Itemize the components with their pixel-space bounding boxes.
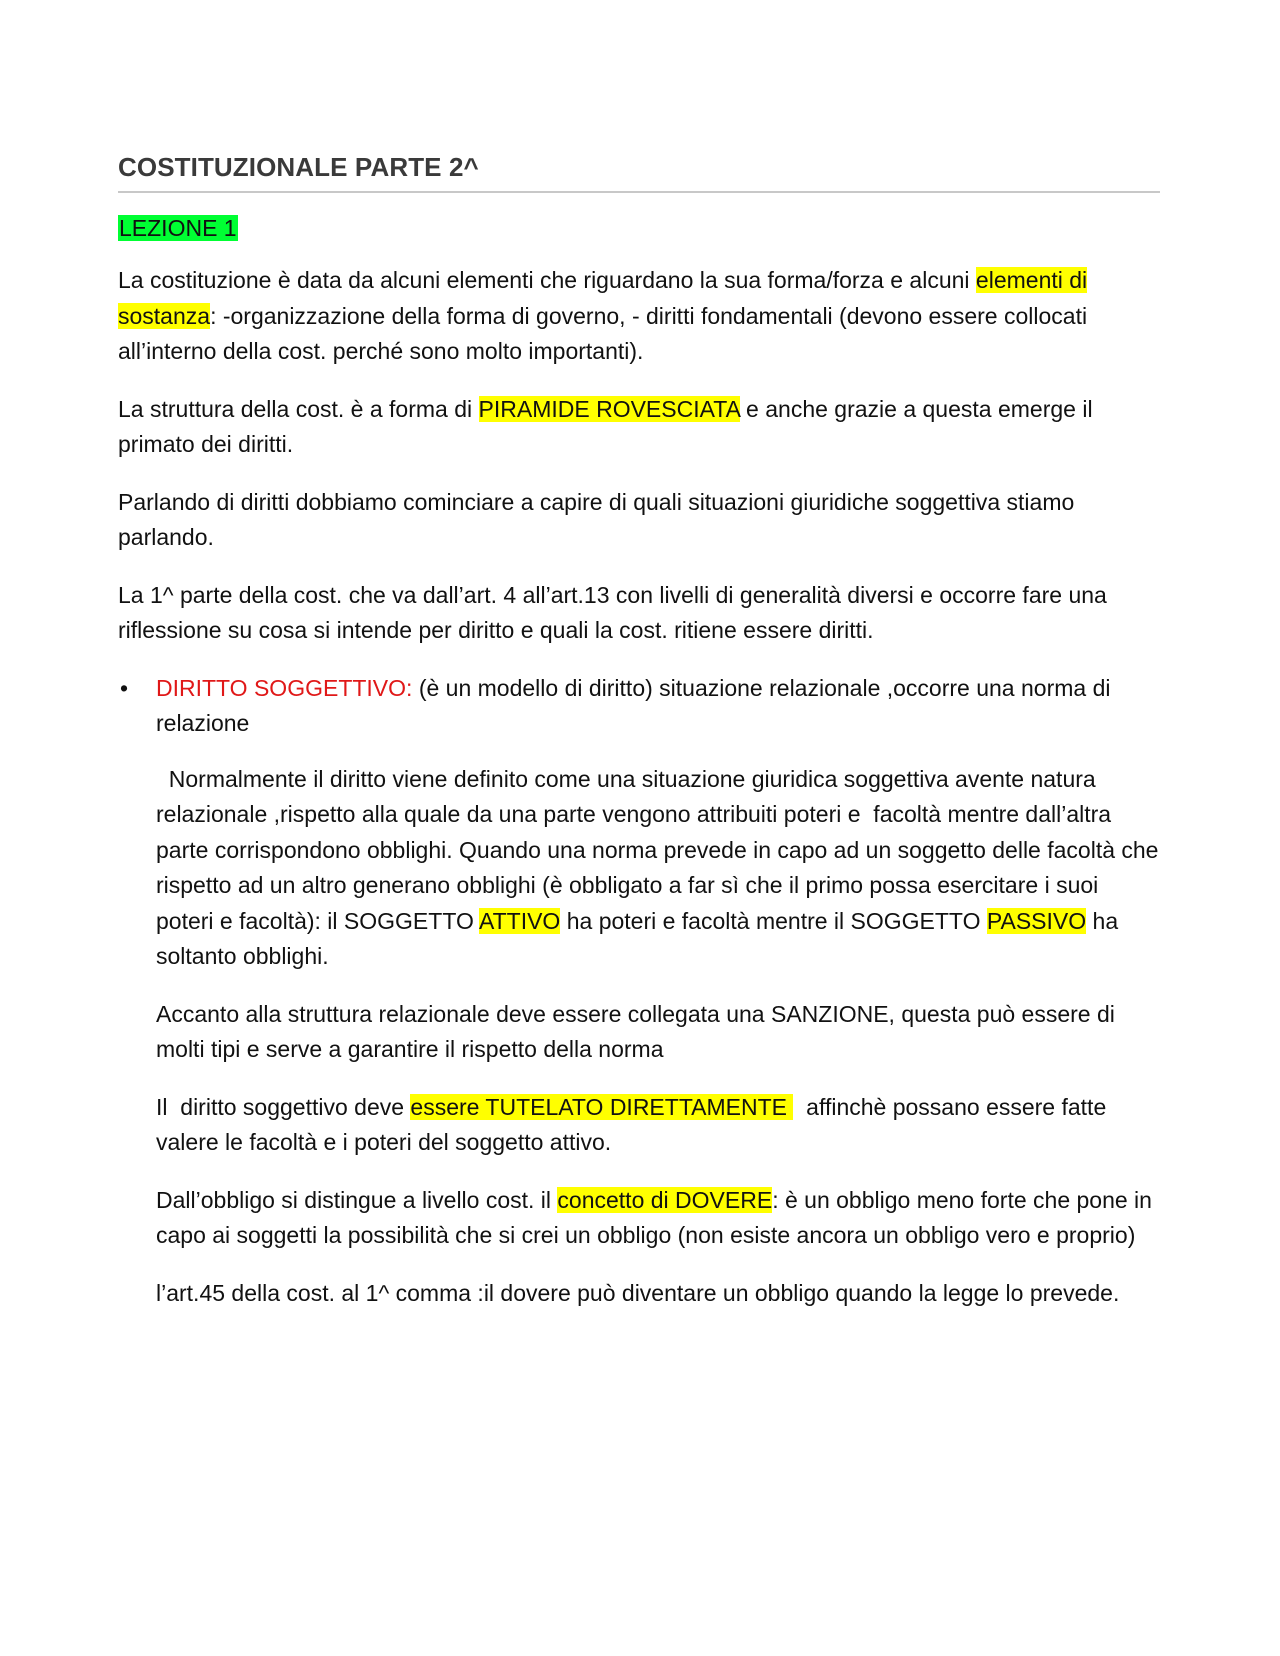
paragraph-text: Il diritto soggettivo deve — [156, 1093, 411, 1120]
paragraph-text: ha soltanto obblighi. — [156, 907, 1125, 969]
paragraph-text: La costituzione è data da alcuni elementi che riguardano la sua forma/forza e alcuni — [118, 267, 976, 293]
paragraph-dovere — [156, 1183, 1160, 1254]
highlight-piramide-rovesciata: PIRAMIDE ROVESCIATA — [478, 395, 740, 422]
paragraph-costituzione-elementi — [118, 263, 1160, 370]
highlight-passivo: PASSIVO — [986, 907, 1087, 934]
paragraph-art-45: l’art.45 della cost. al 1^ comma :il dovere può diventare un obbligo quando la legge lo prevede. — [156, 1279, 1120, 1306]
paragraph-prima-parte-cost: La 1^ parte della cost. che va dall’art. 4 all’art.13 con livelli di generalità diversi e occorre fare una riflessione su cosa si intende per diritto e quali la cost. ritiene essere diritti. — [118, 581, 1107, 643]
bullet-marker: • — [120, 674, 129, 701]
paragraph-text: Dall’obbligo si distingue a livello cost. il — [156, 1186, 558, 1213]
paragraph-tutela — [156, 1090, 1160, 1161]
paragraph-text: : -organizzazione della forma di governo, - diritti fondamentali (devono essere collocati all’interno della cost. perché sono molto importanti). — [118, 302, 1088, 364]
lesson-label: LEZIONE 1 — [119, 215, 237, 241]
highlight-concetto-di-dovere: concetto di DOVERE — [557, 1186, 773, 1213]
paragraph-text: affinchè possano essere fatte valere le facoltà e i poteri del soggetto attivo. — [156, 1093, 1113, 1155]
highlight-elementi-di-sostanza: elementi di sostanza — [118, 267, 1088, 329]
paragraph-text: ha poteri e facoltà mentre il SOGGETTO — [560, 907, 987, 934]
bullet-text — [156, 671, 1160, 742]
paragraph-struttura-piramide — [118, 392, 1160, 463]
paragraph-text: e anche grazie a questa emerge il primato dei diritti. — [118, 395, 1093, 457]
paragraph-text: : è un obbligo meno forte che pone in capo ai soggetti la possibilità che si crei un obbligo (non esiste ancora un obbligo vero e proprio) — [156, 1186, 1152, 1248]
paragraph-situazioni-giuridiche: Parlando di diritti dobbiamo cominciare a capire di quali situazioni giuridiche soggettiva stiamo parlando. — [118, 488, 1075, 550]
bullet-diritto-soggettivo — [118, 671, 1160, 742]
highlight-tutelato-direttamente: essere TUTELATO DIRETTAMENTE — [410, 1093, 794, 1120]
lesson-heading — [118, 213, 1160, 243]
paragraph-text: La struttura della cost. è a forma di — [118, 395, 479, 422]
paragraph-text: (è un modello di diritto) situazione relazionale ,occorre una norma di relazione — [156, 674, 1111, 736]
paragraph-text: Normalmente il diritto viene definito come una situazione giuridica soggettiva avente natura relazionale ,rispetto alla quale da una parte vengono attribuiti poteri e facoltà mentre dall’altra parte corrispondono obblighi. Quando una norma prevede in capo ad un soggetto delle facoltà che rispetto ad un altro generano obblighi (è obbligato a far sì che il primo possa esercitare i suoi poteri e facoltà): il SOGGETTO — [156, 765, 1165, 934]
indented-section — [118, 762, 1165, 1312]
document-title: COSTITUZIONALE PARTE 2^ — [118, 152, 1160, 193]
paragraph-sanzione: Accanto alla struttura relazionale deve essere collegata una SANZIONE, questa può essere di molti tipi e serve a garantire il rispetto della norma — [156, 1000, 1115, 1062]
highlight-attivo: ATTIVO — [478, 907, 561, 934]
paragraph-definizione-diritto — [156, 762, 1165, 975]
bullet-label-diritto-soggettivo: DIRITTO SOGGETTIVO: — [156, 674, 413, 701]
